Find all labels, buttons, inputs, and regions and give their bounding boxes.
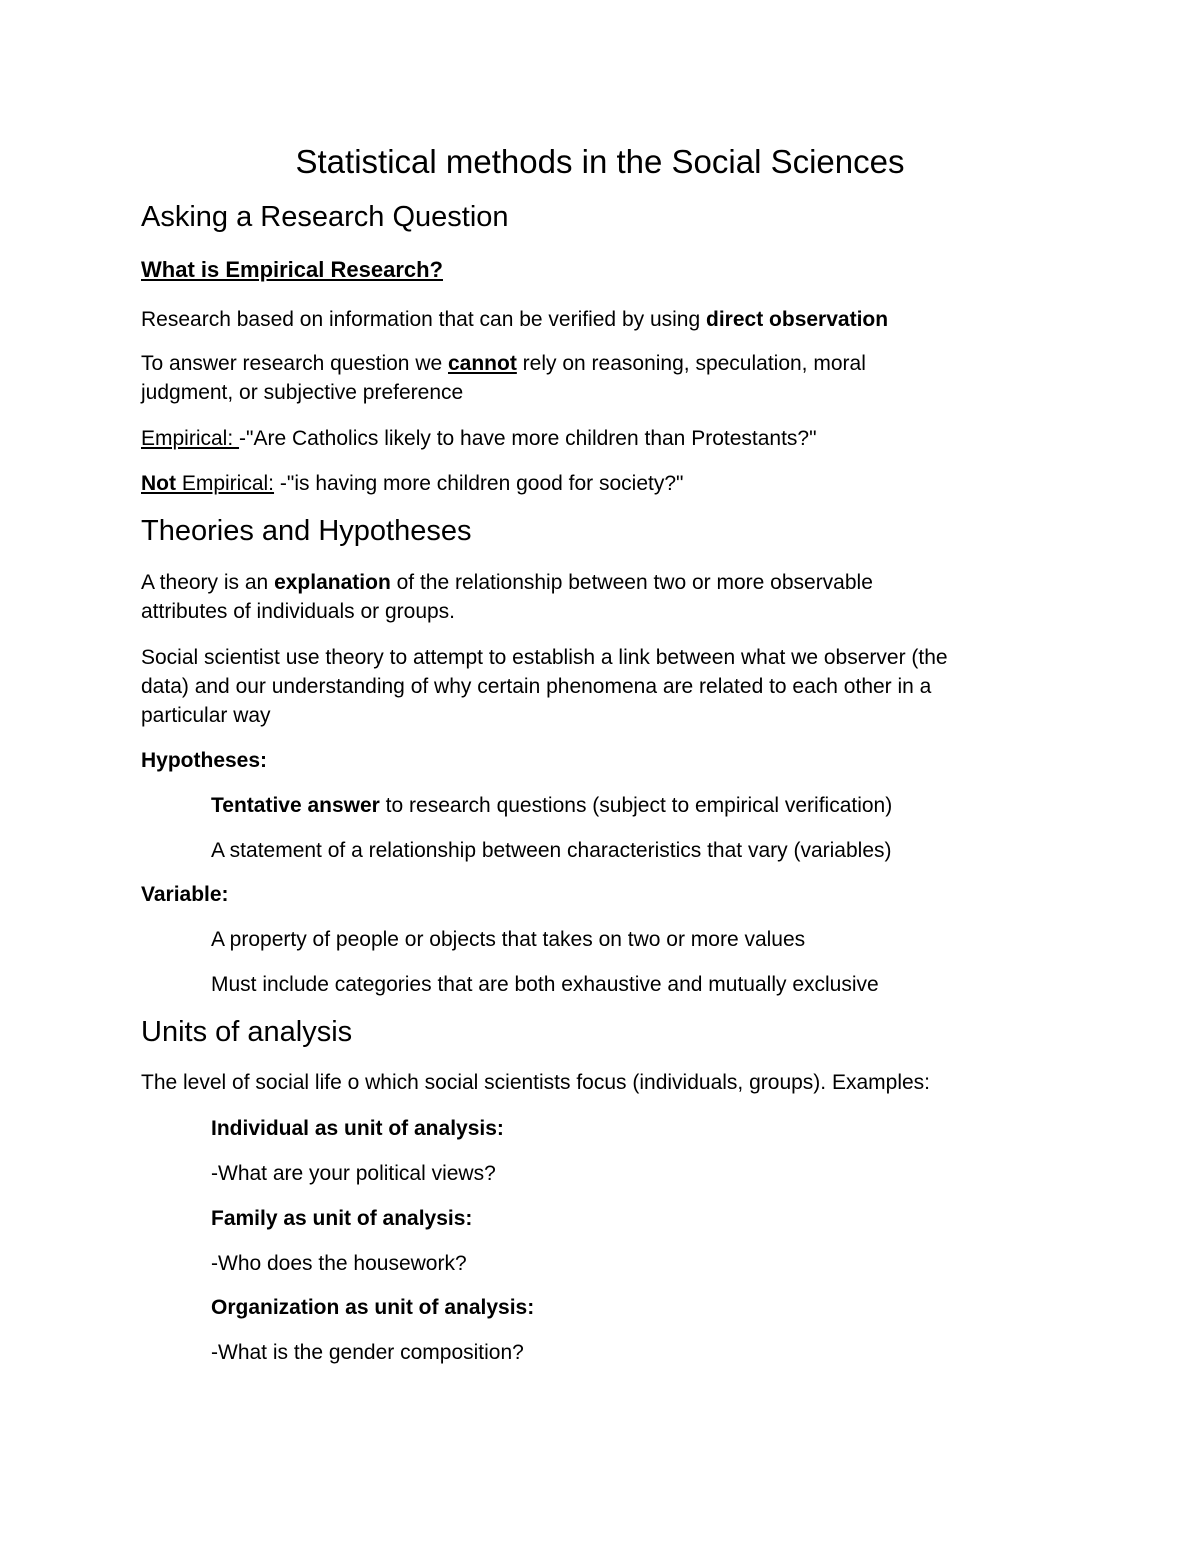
hypothesis-item-statement: A statement of a relationship between characteristics that vary (variables): [211, 839, 892, 862]
bold-term-tentative-answer: Tentative answer: [211, 794, 380, 817]
paragraph-text: to research questions (subject to empirical verification): [379, 794, 893, 817]
paragraph-cannot-rely-line2: judgment, or subjective preference: [141, 381, 464, 404]
paragraph-units-intro: The level of social life o which social scientists focus (individuals, groups). Examples:: [141, 1071, 931, 1094]
label-not-empirical: Empirical:: [176, 472, 275, 495]
example-question-political-views: -What are your political views?: [211, 1162, 496, 1185]
bold-term-explanation: explanation: [274, 571, 391, 594]
paragraph-empirical-definition: [141, 305, 888, 334]
paragraph-social-scientist-line3: particular way: [141, 704, 271, 727]
section-heading-theories-hypotheses: Theories and Hypotheses: [141, 515, 472, 547]
label-family-unit: Family as unit of analysis:: [211, 1207, 473, 1230]
subheading-empirical-research: What is Empirical Research?: [141, 257, 443, 282]
paragraph-theory-definition-line2: attributes of individuals or groups.: [141, 600, 456, 623]
example-empirical-text: -"Are Catholics likely to have more children than Protestants?": [239, 427, 817, 450]
paragraph-text: of the relationship between two or more observable: [390, 571, 873, 594]
bold-underlined-cannot: cannot: [448, 352, 517, 375]
example-not-empirical-text: -"is having more children good for society?": [274, 472, 684, 495]
example-not-empirical: [141, 469, 683, 498]
section-heading-research-question: Asking a Research Question: [141, 201, 509, 233]
paragraph-text: Research based on information that can be verified by using: [141, 308, 707, 331]
document-title: Statistical methods in the Social Sciences: [295, 143, 905, 180]
label-individual-unit: Individual as unit of analysis:: [211, 1117, 504, 1140]
paragraph-text: To answer research question we: [141, 352, 448, 375]
section-heading-units-of-analysis: Units of analysis: [141, 1016, 353, 1048]
label-not: Not: [141, 472, 176, 495]
paragraph-social-scientist-line1: Social scientist use theory to attempt to establish a link between what we observer (the: [141, 646, 948, 669]
example-question-gender-composition: -What is the gender composition?: [211, 1341, 524, 1364]
label-hypotheses: Hypotheses:: [141, 749, 268, 772]
paragraph-text: A theory is an: [141, 571, 275, 594]
variable-item-categories: Must include categories that are both exhaustive and mutually exclusive: [211, 973, 879, 996]
example-empirical: [141, 424, 817, 453]
variable-item-property: A property of people or objects that takes on two or more values: [211, 928, 806, 951]
paragraph-social-scientist-line2: data) and our understanding of why certain phenomena are related to each other in a: [141, 675, 932, 698]
bold-term-direct-observation: direct observation: [706, 308, 889, 331]
paragraph-cannot-rely-line1: [141, 349, 866, 378]
label-organization-unit: Organization as unit of analysis:: [211, 1296, 535, 1319]
paragraph-text: rely on reasoning, speculation, moral: [516, 352, 866, 375]
example-question-housework: -Who does the housework?: [211, 1252, 467, 1275]
paragraph-theory-definition-line1: [141, 568, 873, 597]
hypothesis-item-tentative: [211, 791, 892, 820]
label-empirical: Empirical:: [141, 427, 240, 450]
label-variable: Variable:: [141, 883, 229, 906]
